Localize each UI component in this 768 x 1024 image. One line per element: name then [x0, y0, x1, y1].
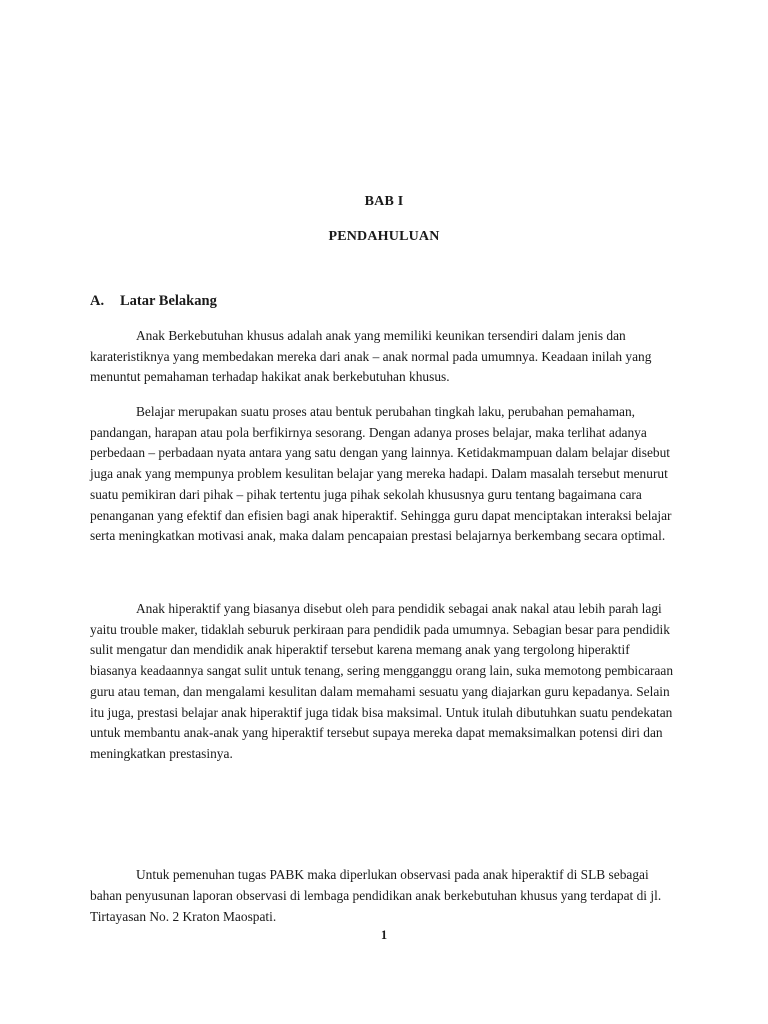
chapter-number: BAB I [364, 194, 404, 209]
paragraph-2: Belajar merupakan suatu proses atau bentuk perubahan tingkah laku, perubahan pemahaman, pandangan, harapan atau pola berfikirnya sesorang. Dengan adanya proses belajar, maka terlihat adanya perbedaan – perbadaan nyata antara yang satu dengan yang lainnya. Ketidakmampuan dalam belajar disebut juga anak yang mempunya problem kesulitan belajar yang mereka hadapi. Dalam masalah tersebut menurut suatu pemikiran dari pihak – pihak tertentu juga pihak sekolah khususnya guru tentang bagaimana cara penanganan yang efektif dan efisien bagi anak hiperaktif. Sehingga guru dapat menciptakan interaksi belajar serta meningkatkan motivasi anak, maka dalam pencapaian prestasi belajarnya berkembang secara optimal. [90, 404, 672, 544]
paragraph-4: Untuk pemenuhan tugas PABK maka diperlukan observasi pada anak hiperaktif di SLB sebagai bahan penyusunan laporan observasi di lembaga pendidikan anak berkebutuhan khusus yang terdapat di jl. Tirtayasan No. 2 Kraton Maospati. [90, 867, 662, 924]
paragraph-3: Anak hiperaktif yang biasanya disebut oleh para pendidik sebagai anak nakal atau lebih parah lagi yaitu trouble maker, tidaklah seburuk perkiraan para pendidik pada umumnya. Sebagian besar para pendidik sulit mengatur dan mendidik anak hiperaktif tersebut karena memang anak yang tergolong hiperaktif biasanya keadaannya sangat sulit untuk tenang, sering mengganggu orang lain, suka memotong pembicaraan guru atau teman, dan mengalami kesulitan dalam memahami sesuatu yang diajarkan guru kepadanya. Selain itu juga, prestasi belajar anak hiperaktif juga tidak bisa maksimal. Untuk itulah dibutuhkan suatu pendekatan untuk membantu anak-anak yang hiperaktif tersebut supaya mereka dapat memaksimalkan potensi diri dan meningkatkan prestasinya. [90, 601, 674, 761]
section-letter: A. [90, 293, 105, 309]
section-heading [90, 293, 217, 310]
page-number: 1 [380, 928, 388, 942]
paragraph-1: Anak Berkebutuhan khusus adalah anak yang memiliki keunikan tersendiri dalam jenis dan karateristiknya yang membedakan mereka dari anak – anak normal pada umumnya. Keadaan inilah yang menuntut pemahaman terhadap hakikat anak berkebutuhan khusus. [90, 328, 652, 385]
chapter-title: PENDAHULUAN [328, 229, 440, 244]
section-title: Latar Belakang [120, 293, 217, 309]
